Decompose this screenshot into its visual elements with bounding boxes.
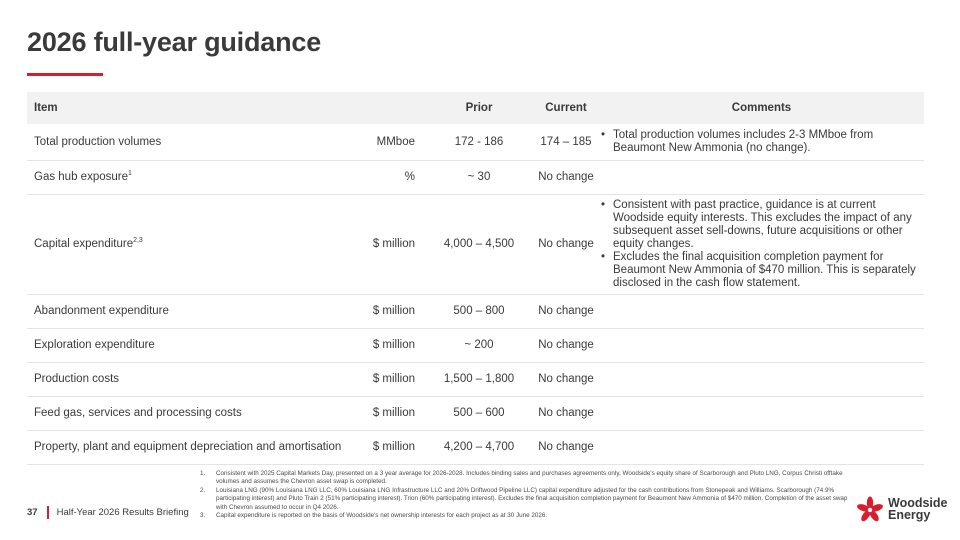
- woodside-logo: [856, 496, 948, 522]
- table-row: [27, 294, 924, 328]
- cell-prior: 1,500 – 1,800: [425, 362, 533, 396]
- item-label: Production costs: [34, 373, 120, 385]
- table-body: [27, 124, 924, 464]
- header-current: Current: [545, 102, 587, 114]
- page-title: 2026 full-year guidance: [27, 27, 322, 57]
- comment-bullet: • Total production volumes includes 2-3 MMboe from Beaumont New Ammonia (no change).: [599, 129, 916, 155]
- cell-unit: $ million: [350, 194, 425, 294]
- cell-comments: [599, 396, 924, 430]
- footnote-ref: 2,3: [133, 237, 143, 245]
- item-label: Total production volumes: [34, 135, 162, 148]
- cell-comments: [599, 294, 924, 328]
- cell-unit: $ million: [350, 430, 425, 464]
- footnote: [200, 487, 860, 512]
- cell-unit: %: [350, 160, 425, 194]
- item-label: Exploration expenditure: [34, 339, 155, 351]
- cell-prior: ~ 30: [425, 160, 533, 194]
- footnote: [200, 512, 860, 520]
- footer-divider: [47, 506, 49, 519]
- cell-item: [27, 160, 350, 194]
- logo-text: [888, 497, 948, 521]
- cell-item: [27, 362, 350, 396]
- header-item: Item: [34, 102, 58, 114]
- title-underline: [27, 73, 103, 76]
- cell-prior: 500 – 800: [425, 294, 533, 328]
- item-label: Capital expenditure: [34, 238, 134, 250]
- header-prior: Prior: [465, 102, 493, 114]
- footnote-number: 2.: [200, 486, 206, 494]
- footer: [27, 506, 189, 519]
- cell-comments: [599, 328, 924, 362]
- guidance-table: [27, 92, 924, 465]
- guidance-table-container: [27, 92, 924, 465]
- footer-label: Half-Year 2026 Results Briefing: [56, 507, 189, 518]
- footnotes: [200, 470, 860, 520]
- footnote-text: Capital expenditure is reported on the basis of Woodside's net ownership interests for each project as at 30 June 2026.: [216, 512, 548, 520]
- cell-current: No change: [533, 430, 599, 464]
- item-label: Gas hub exposure: [34, 171, 128, 183]
- footnote-text: Louisiana LNG (90% Louisiana LNG LLC, 60% Louisiana LNG Infrastructure LLC and 20% Driftwood Pipeline LLC) capital expenditure adjusted for the cash contributions from Stonepeak and Williams. Scarborough (74.9% participating interest) and Pluto Train 2 (51% participating interest). Trion (60% participating interest). Excludes the final acquisition completion payment for Beaumont New Ammonia of $470 million. Completion of the asset swap with Chevron assumed to occur in Q4 2026.: [216, 486, 848, 511]
- cell-item: [27, 328, 350, 362]
- cell-item: [27, 194, 350, 294]
- cell-prior: 500 – 600: [425, 396, 533, 430]
- comment-list: [599, 199, 916, 290]
- cell-comments: [599, 160, 924, 194]
- cell-current: 174 – 185: [533, 124, 599, 160]
- cell-current: No change: [533, 194, 599, 294]
- table-header-row: [27, 92, 924, 124]
- cell-comments: [599, 430, 924, 464]
- cell-unit: MMboe: [350, 124, 425, 160]
- cell-item: [27, 430, 350, 464]
- cell-unit: $ million: [350, 294, 425, 328]
- footnote-ref: 1: [127, 170, 132, 178]
- logo-line-1: Woodside: [888, 496, 948, 510]
- item-label: Abandonment expenditure: [34, 305, 169, 317]
- footnote-number: 1.: [200, 470, 206, 477]
- page-number: 37: [27, 507, 38, 518]
- cell-prior: 4,000 – 4,500: [425, 194, 533, 294]
- cell-item: [27, 124, 350, 160]
- comment-list: [599, 129, 916, 155]
- cell-unit: $ million: [350, 362, 425, 396]
- table-row: [27, 328, 924, 362]
- header-unit: [350, 92, 425, 124]
- cell-comments: [599, 124, 924, 160]
- cell-item: [27, 396, 350, 430]
- cell-comments: [599, 194, 924, 294]
- logo-line-2: Energy: [888, 508, 931, 522]
- cell-current: No change: [533, 294, 599, 328]
- cell-prior: 4,200 – 4,700: [425, 430, 533, 464]
- footnote-number: 3.: [200, 512, 206, 520]
- table-row: [27, 396, 924, 430]
- table-row: [27, 124, 924, 160]
- cell-unit: $ million: [350, 328, 425, 362]
- cell-prior: ~ 200: [425, 328, 533, 362]
- item-label: Feed gas, services and processing costs: [34, 407, 242, 419]
- table-row: [27, 194, 924, 294]
- woodside-flower-icon: [856, 496, 884, 522]
- table-row: [27, 362, 924, 396]
- table-row: [27, 160, 924, 194]
- footnote: [200, 470, 860, 487]
- header-comments: Comments: [731, 102, 792, 114]
- cell-comments: [599, 362, 924, 396]
- footnote-text: Consistent with 2025 Capital Markets Day, presented on a 3 year average for 2026-2028. Includes binding sales and purchases agreements only, Woodside's equity share of Scarborough and Pluto LNG, Corpus Christi offtake volumes and assumes the Chevron asset swap is completed.: [216, 470, 843, 486]
- cell-unit: $ million: [350, 396, 425, 430]
- comment-bullet: • Excludes the final acquisition completion payment for Beaumont New Ammonia of $470 million. This is separately disclosed in the cash flow statement.: [599, 251, 916, 290]
- item-label: Property, plant and equipment depreciation and amortisation: [34, 441, 342, 453]
- cell-item: [27, 294, 350, 328]
- cell-current: No change: [533, 328, 599, 362]
- cell-current: No change: [533, 362, 599, 396]
- cell-prior: 172 - 186: [425, 124, 533, 160]
- comment-bullet: • Consistent with past practice, guidance is at current Woodside equity interests. This excludes the impact of any subsequent asset sell-downs, future acquisitions or other equity changes.: [599, 199, 916, 251]
- cell-current: No change: [533, 396, 599, 430]
- cell-current: No change: [533, 160, 599, 194]
- table-row: [27, 430, 924, 464]
